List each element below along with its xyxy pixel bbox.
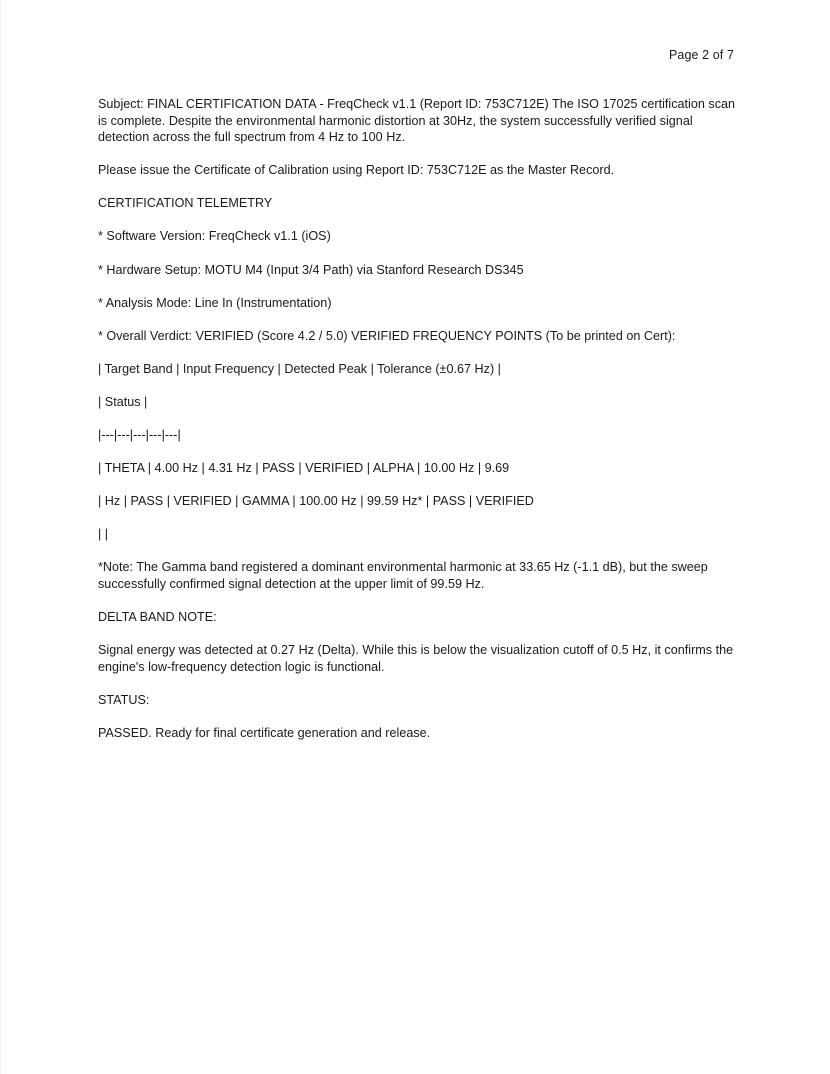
heading-delta-band-note: DELTA BAND NOTE: <box>98 610 217 625</box>
heading-certification-telemetry: CERTIFICATION TELEMETRY <box>98 196 273 211</box>
telemetry-software-version: * Software Version: FreqCheck v1.1 (iOS) <box>98 229 331 244</box>
paragraph-issue-certificate: Please issue the Certificate of Calibration using Report ID: 753C712E as the Master Record. <box>98 163 615 178</box>
table-separator-row: |---|---|---|---|---| <box>98 428 181 443</box>
table-header-row-status: | Status | <box>98 394 148 409</box>
document-body <box>98 96 739 742</box>
telemetry-overall-verdict: * Overall Verdict: VERIFIED (Score 4.2 / 5.0) VERIFIED FREQUENCY POINTS (To be printed on Cert): <box>98 328 676 343</box>
table-data-row-2: | Hz | PASS | VERIFIED | GAMMA | 100.00 Hz | 99.59 Hz* | PASS | VERIFIED <box>98 494 534 509</box>
table-data-row-1: | THETA | 4.00 Hz | 4.31 Hz | PASS | VERIFIED | ALPHA | 10.00 Hz | 9.69 <box>98 461 510 476</box>
telemetry-analysis-mode: * Analysis Mode: Line In (Instrumentation) <box>98 295 332 310</box>
telemetry-hardware-setup: * Hardware Setup: MOTU M4 (Input 3/4 Path) via Stanford Research DS345 <box>98 262 524 277</box>
paragraph-delta-band-detail: Signal energy was detected at 0.27 Hz (Delta). While this is below the visualization cutoff of 0.5 Hz, it confirms the engine's low-frequency detection logic is functional. <box>98 643 737 674</box>
table-header-row: | Target Band | Input Frequency | Detected Peak | Tolerance (±0.67 Hz) | <box>98 361 501 376</box>
table-trailing-row: | | <box>98 527 109 542</box>
footnote-gamma-band: *Note: The Gamma band registered a dominant environmental harmonic at 33.65 Hz (-1.1 dB), but the sweep successfully confirmed signal detection at the upper limit of 99.59 Hz. <box>98 560 712 591</box>
page-number-header: Page 2 of 7 <box>668 48 734 62</box>
heading-status: STATUS: <box>98 692 150 707</box>
paragraph-subject: Subject: FINAL CERTIFICATION DATA - FreqCheck v1.1 (Report ID: 753C712E) The ISO 17025 certification scan is complete. Despite the environmental harmonic distortion at 30Hz, the system successfully verified signal detection across the full spectrum from 4 Hz to 100 Hz. <box>98 97 739 145</box>
paragraph-status-result: PASSED. Ready for final certificate generation and release. <box>98 725 431 740</box>
